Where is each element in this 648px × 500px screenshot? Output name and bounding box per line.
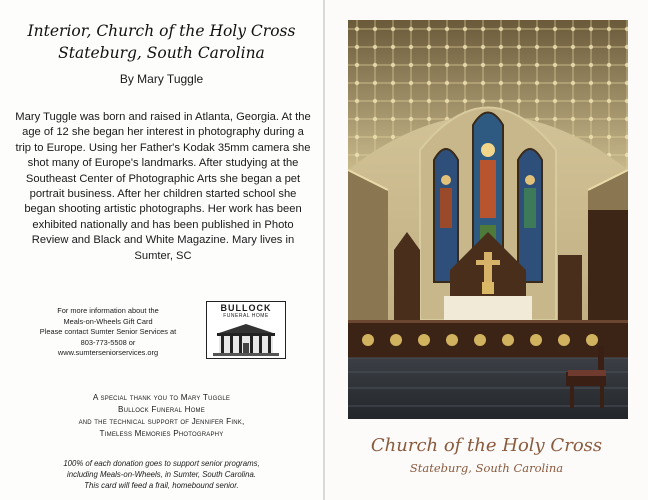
card-front-title: Church of the Holy Cross bbox=[370, 435, 603, 456]
photographer-bio: Mary Tuggle was born and raised in Atlanta, Georgia. At the age of 12 she began her interest in photography during a trip to Europe. Using her Father's Kodak 35mm camera she shot many of Europe's landmarks. After studying at the Southeast Center of Photographic Arts she began a pet portrait business. After her children started school she began shooting artistic photographs. Her work has been exhibited nationally and has been published in Photo Review and Black and White Magazine. Mary lives in Sumter, SC bbox=[15, 111, 311, 262]
info-line: For more information about the bbox=[57, 306, 159, 315]
note-line: 100% of each donation goes to support senior programs, bbox=[63, 459, 260, 468]
thanks-line: and the technical support of Jennifer Fink, bbox=[78, 417, 245, 426]
card-front-subtitle: Stateburg, South Carolina bbox=[409, 461, 564, 475]
thanks-line: Timeless Memories Photography bbox=[99, 429, 224, 438]
acknowledgements bbox=[0, 392, 323, 440]
logo-line1: BULLOCK bbox=[220, 303, 272, 313]
church-interior-photo bbox=[348, 20, 628, 419]
info-line: Meals-on-Wheels Gift Card bbox=[63, 316, 153, 326]
photo-title-line2: Stateburg, South Carolina bbox=[58, 44, 265, 62]
photo-title-line1: Interior, Church of the Holy Cross bbox=[27, 22, 296, 40]
info-line: Please contact Sumter Senior Services at bbox=[39, 327, 177, 337]
thanks-line: Bullock Funeral Home bbox=[118, 405, 205, 414]
church-interior-illustration bbox=[348, 20, 628, 419]
photographer-byline: By Mary Tuggle bbox=[119, 72, 204, 86]
info-line: www.sumterseniorservices.org bbox=[57, 348, 159, 358]
note-line: This card will feed a frail, homebound senior. bbox=[84, 481, 239, 490]
bullock-funeral-home-logo bbox=[206, 301, 286, 359]
note-line: including Meals-on-Wheels, in Sumter, South Carolina. bbox=[67, 470, 256, 479]
logo-line2: FUNERAL HOME bbox=[223, 313, 269, 319]
funeral-home-building-icon bbox=[211, 322, 281, 356]
donation-note bbox=[0, 458, 323, 491]
contact-info bbox=[28, 306, 188, 359]
card-inside-left-panel bbox=[0, 0, 323, 500]
thanks-line: A special thank you to Mary Tuggle bbox=[92, 393, 231, 402]
info-line: 803-773-5508 or bbox=[80, 337, 136, 347]
